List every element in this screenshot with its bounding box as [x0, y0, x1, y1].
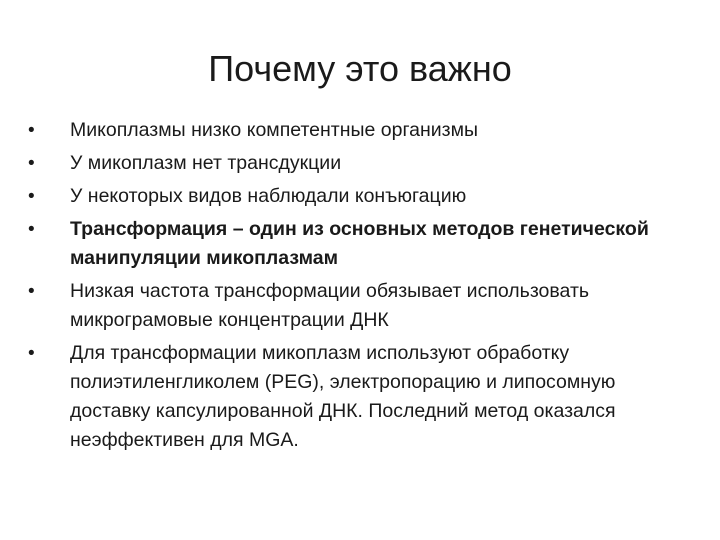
bullet-item [28, 339, 688, 455]
bullet-dot-icon: • [28, 281, 35, 302]
bullet-text: У микоплазм нет трансдукции [70, 152, 342, 174]
bullet-dot-icon: • [28, 343, 35, 364]
bullet-text: Для трансформации микоплазм используют обработку полиэтиленгликолем (PEG), электропорацию и липосомную доставку капсулированной ДНК. Последний метод оказался неэффективен для MGA. [70, 342, 616, 451]
bullet-text: У некоторых видов наблюдали конъюгацию [70, 185, 467, 207]
bullet-dot-icon: • [28, 120, 35, 141]
bullet-item [28, 182, 688, 211]
bullet-dot-icon: • [28, 186, 35, 207]
bullet-text: Микоплазмы низко компетентные организмы [70, 119, 478, 141]
bullet-item [28, 277, 688, 335]
bullet-dot-icon: • [28, 153, 35, 174]
bullet-text: Трансформация – один из основных методов генетической манипуляции микоплазмам [70, 218, 649, 269]
bullet-item [28, 149, 688, 178]
bullet-item [28, 116, 688, 145]
bullet-item-emphasis [28, 215, 688, 273]
slide-title: Почему это важно [208, 48, 512, 89]
bullet-list [28, 116, 688, 459]
bullet-text: Низкая частота трансформации обязывает использовать микрограмовые концентрации ДНК [70, 280, 590, 331]
bullet-dot-icon: • [28, 219, 35, 240]
